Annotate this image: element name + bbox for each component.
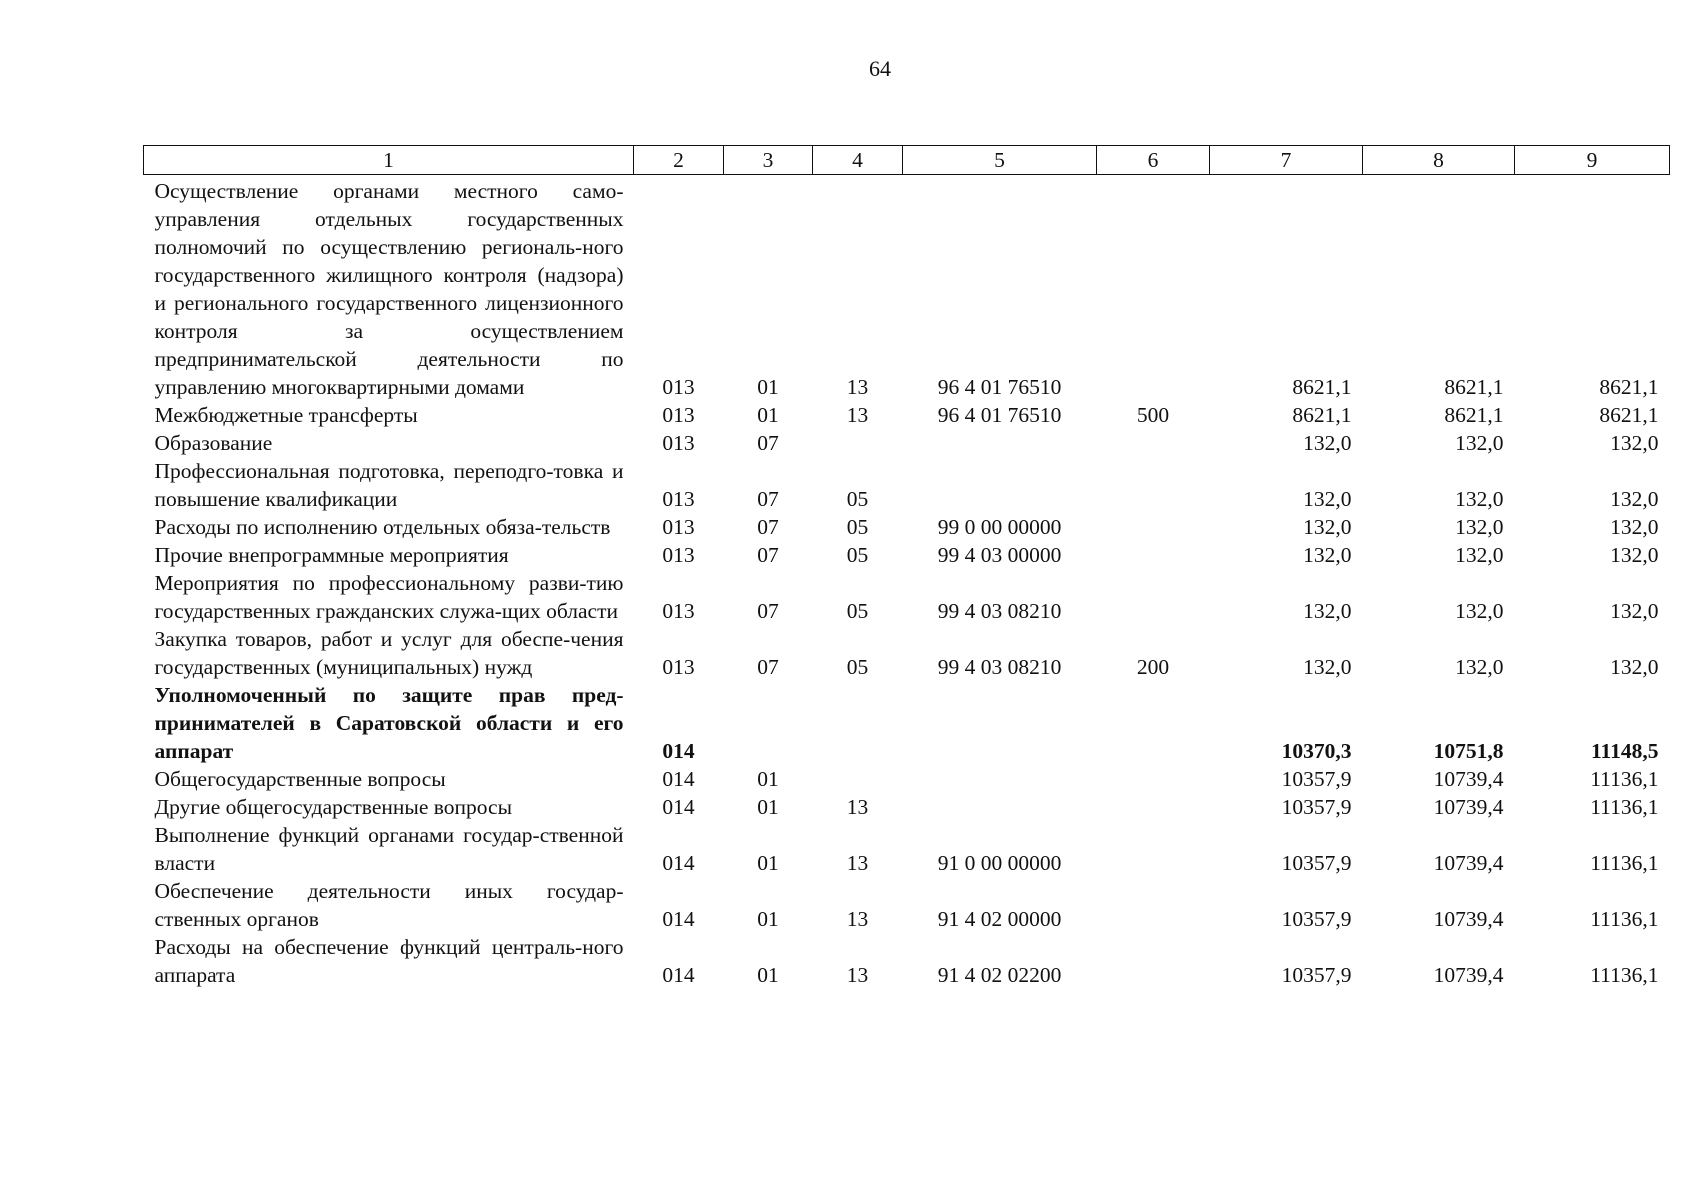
target-article-code: 91 0 00 00000 [937, 851, 1062, 875]
header-col-2: 2 [634, 146, 724, 175]
amount-year-1: 10357,9 [1281, 963, 1352, 987]
section-code: 01 [757, 907, 779, 931]
amount-year-2: 132,0 [1455, 599, 1504, 623]
amount-year-1: 132,0 [1303, 487, 1352, 511]
header-row [144, 146, 1670, 175]
amount-year-3: 132,0 [1610, 431, 1659, 455]
target-article-code: 99 4 03 00000 [937, 543, 1062, 567]
section-code: 01 [757, 963, 779, 987]
subsection-code [813, 681, 903, 765]
amount-year-1: 8621,1 [1292, 375, 1352, 399]
section-code: 01 [757, 795, 779, 819]
ministry-code: 014 [662, 767, 695, 791]
table-row [144, 681, 1670, 765]
expense-type-code [1097, 877, 1210, 933]
ministry-code: 014 [662, 739, 695, 763]
target-article-code: 91 4 02 00000 [937, 907, 1062, 931]
expense-type-code [1097, 541, 1210, 569]
section-code: 01 [757, 403, 779, 427]
expense-name: Прочие внепрограммные мероприятия [154, 543, 509, 567]
expense-name: Осуществление органами местного само-управления отдельных государственных полномочий по осуществлению региональ-ного государственного жилищного контроля (надзора) и регионального государственного лицензионного контроля за осуществлением предпринимательской деятельности по управлению многоквартирными домами [154, 179, 624, 399]
amount-year-1: 10357,9 [1281, 851, 1352, 875]
expense-name: Закупка товаров, работ и услуг для обеспе-чения государственных (муниципальных) нужд [154, 627, 624, 679]
amount-year-1: 132,0 [1303, 599, 1352, 623]
target-article-code [903, 457, 1097, 513]
amount-year-3: 11136,1 [1590, 907, 1659, 931]
expense-type-code [1097, 793, 1210, 821]
section-code: 07 [757, 543, 779, 567]
table-body [144, 175, 1670, 990]
subsection-code: 13 [846, 795, 869, 819]
header-col-5: 5 [903, 146, 1097, 175]
table-row [144, 429, 1670, 457]
expense-name: Другие общегосударственные вопросы [154, 795, 513, 819]
amount-year-1: 10357,9 [1281, 795, 1352, 819]
table-row [144, 401, 1670, 429]
section-code [724, 681, 813, 765]
table-row [144, 569, 1670, 625]
amount-year-3: 8621,1 [1599, 403, 1659, 427]
amount-year-1: 132,0 [1303, 543, 1352, 567]
target-article-code: 99 4 03 08210 [937, 599, 1062, 623]
amount-year-2: 132,0 [1455, 515, 1504, 539]
target-article-code: 96 4 01 76510 [937, 375, 1062, 399]
header-col-9: 9 [1515, 146, 1670, 175]
amount-year-1: 10357,9 [1281, 767, 1352, 791]
page-number: 64 [869, 56, 891, 81]
table-row [144, 793, 1670, 821]
amount-year-3: 132,0 [1610, 515, 1659, 539]
ministry-code: 013 [662, 599, 695, 623]
header-col-3: 3 [724, 146, 813, 175]
section-code: 07 [757, 599, 779, 623]
subsection-code [813, 765, 903, 793]
subsection-code: 13 [846, 851, 869, 875]
expense-name: Выполнение функций органами государ-ственной власти [154, 823, 624, 875]
table-row [144, 513, 1670, 541]
ministry-code: 013 [662, 375, 695, 399]
expense-type-code [1097, 933, 1210, 989]
subsection-code: 05 [846, 599, 869, 623]
table-row [144, 541, 1670, 569]
subsection-code: 05 [846, 515, 869, 539]
expense-name: Расходы на обеспечение функций централь-ного аппарата [154, 935, 624, 987]
amount-year-1: 10370,3 [1281, 739, 1352, 763]
ministry-code: 013 [662, 403, 695, 427]
section-code: 01 [757, 375, 779, 399]
ministry-code: 013 [662, 431, 695, 455]
table-row [144, 933, 1670, 989]
amount-year-2: 132,0 [1455, 655, 1504, 679]
header-col-4: 4 [813, 146, 903, 175]
amount-year-3: 11136,1 [1590, 963, 1659, 987]
ministry-code: 013 [662, 487, 695, 511]
amount-year-2: 132,0 [1455, 431, 1504, 455]
expense-type-code [1097, 457, 1210, 513]
budget-table [143, 145, 1670, 989]
amount-year-3: 11136,1 [1590, 851, 1659, 875]
expense-type-code [1097, 681, 1210, 765]
amount-year-2: 8621,1 [1444, 403, 1504, 427]
expense-type-code [1097, 765, 1210, 793]
amount-year-1: 8621,1 [1292, 403, 1352, 427]
target-article-code: 99 4 03 08210 [937, 655, 1062, 679]
subsection-code: 13 [846, 403, 869, 427]
expense-type-code [1097, 513, 1210, 541]
subsection-code: 13 [846, 375, 869, 399]
expense-name: Межбюджетные трансферты [154, 403, 418, 427]
amount-year-3: 132,0 [1610, 487, 1659, 511]
amount-year-1: 132,0 [1303, 515, 1352, 539]
amount-year-2: 10739,4 [1433, 851, 1504, 875]
subsection-code: 05 [846, 543, 869, 567]
amount-year-3: 132,0 [1610, 655, 1659, 679]
header-col-6: 6 [1097, 146, 1210, 175]
expense-name: Расходы по исполнению отдельных обяза-тельств [154, 515, 611, 539]
subsection-code: 13 [846, 963, 869, 987]
expense-name: Обеспечение деятельности иных государ-ственных органов [154, 879, 624, 931]
ministry-code: 013 [662, 543, 695, 567]
ministry-code: 014 [662, 795, 695, 819]
target-article-code [903, 793, 1097, 821]
section-code: 07 [757, 487, 779, 511]
amount-year-3: 132,0 [1610, 599, 1659, 623]
amount-year-2: 10739,4 [1433, 767, 1504, 791]
expense-name: Общегосударственные вопросы [154, 767, 446, 791]
target-article-code [903, 681, 1097, 765]
header-col-7: 7 [1210, 146, 1363, 175]
table-row [144, 765, 1670, 793]
expense-type-code [1097, 569, 1210, 625]
target-article-code: 91 4 02 02200 [937, 963, 1062, 987]
ministry-code: 013 [662, 655, 695, 679]
amount-year-3: 132,0 [1610, 543, 1659, 567]
expense-type-code: 200 [1136, 655, 1170, 679]
subsection-code: 13 [846, 907, 869, 931]
table-header [144, 146, 1670, 175]
header-col-1: 1 [144, 146, 634, 175]
table-row [144, 625, 1670, 681]
expense-type-code: 500 [1136, 403, 1170, 427]
expense-type-code [1097, 821, 1210, 877]
amount-year-3: 11136,1 [1590, 795, 1659, 819]
amount-year-1: 132,0 [1303, 655, 1352, 679]
amount-year-2: 8621,1 [1444, 375, 1504, 399]
section-code: 01 [757, 851, 779, 875]
amount-year-2: 132,0 [1455, 543, 1504, 567]
expense-name: Образование [154, 431, 273, 455]
table-row [144, 175, 1670, 402]
table-row [144, 821, 1670, 877]
expense-name: Уполномоченный по защите прав пред-принимателей в Саратовской области и его аппарат [154, 683, 624, 763]
amount-year-2: 10751,8 [1433, 739, 1504, 763]
target-article-code [903, 765, 1097, 793]
expense-name: Мероприятия по профессиональному разви-тию государственных гражданских служа-щих области [154, 571, 624, 623]
expense-type-code [1097, 429, 1210, 457]
table-row [144, 457, 1670, 513]
ministry-code: 014 [662, 963, 695, 987]
amount-year-2: 10739,4 [1433, 963, 1504, 987]
amount-year-3: 11148,5 [1590, 739, 1659, 763]
expense-name: Профессиональная подготовка, переподго-товка и повышение квалификации [154, 459, 624, 511]
subsection-code: 05 [846, 655, 869, 679]
amount-year-1: 132,0 [1303, 431, 1352, 455]
amount-year-3: 11136,1 [1590, 767, 1659, 791]
amount-year-3: 8621,1 [1599, 375, 1659, 399]
amount-year-2: 10739,4 [1433, 795, 1504, 819]
ministry-code: 014 [662, 851, 695, 875]
target-article-code: 99 0 00 00000 [937, 515, 1062, 539]
header-col-8: 8 [1363, 146, 1515, 175]
subsection-code: 05 [846, 487, 869, 511]
subsection-code [813, 429, 903, 457]
expense-type-code [1097, 175, 1210, 402]
section-code: 07 [757, 655, 779, 679]
section-code: 07 [757, 515, 779, 539]
section-code: 01 [757, 767, 779, 791]
amount-year-2: 132,0 [1455, 487, 1504, 511]
table-row [144, 877, 1670, 933]
amount-year-2: 10739,4 [1433, 907, 1504, 931]
ministry-code: 013 [662, 515, 695, 539]
amount-year-1: 10357,9 [1281, 907, 1352, 931]
ministry-code: 014 [662, 907, 695, 931]
section-code: 07 [757, 431, 779, 455]
target-article-code: 96 4 01 76510 [937, 403, 1062, 427]
target-article-code [903, 429, 1097, 457]
